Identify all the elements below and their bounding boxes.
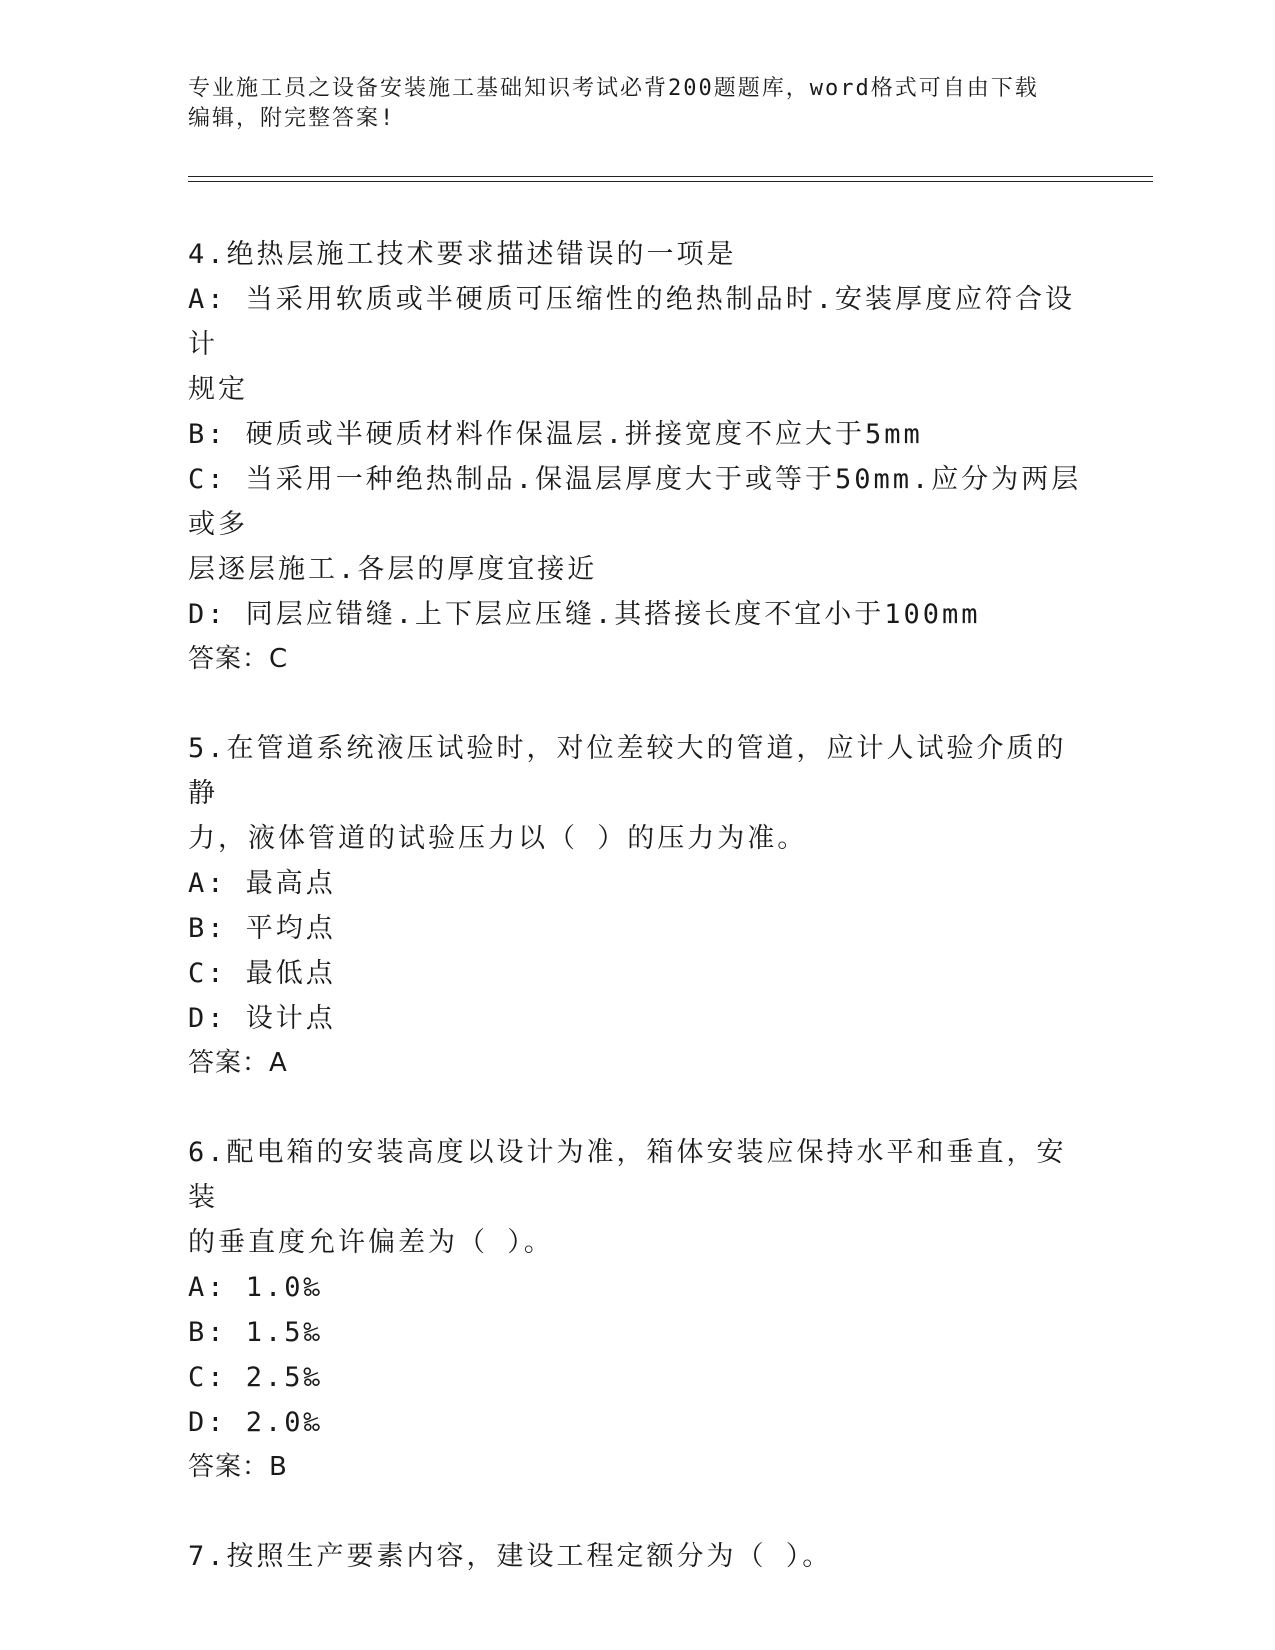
option-d: D: 2.0‰ bbox=[188, 1407, 323, 1438]
question-7 bbox=[188, 1534, 1088, 1579]
option-d: D: 同层应错缝.上下层应压缝.其搭接长度不宜小于100mm bbox=[188, 599, 981, 630]
question-stem: 4.绝热层施工技术要求描述错误的一项是 bbox=[188, 239, 737, 270]
question-stem: 7.按照生产要素内容，建设工程定额分为（ ）。 bbox=[188, 1541, 833, 1572]
option-b: B: 1.5‰ bbox=[188, 1317, 323, 1348]
document-header bbox=[188, 74, 1088, 134]
question-5 bbox=[188, 726, 1088, 1086]
header-title-line-1: 专业施工员之设备安装施工基础知识考试必背200题题库，word格式可自由下载 bbox=[188, 76, 1039, 101]
question-stem-continued: 力，液体管道的试验压力以（ ）的压力为准。 bbox=[188, 823, 808, 854]
option-c: C: 2.5‰ bbox=[188, 1362, 323, 1393]
option-a: A: 最高点 bbox=[188, 868, 336, 899]
answer-label: 答案：B bbox=[188, 1452, 288, 1482]
question-stem: 5.在管道系统液压试验时，对位差较大的管道，应计人试验介质的静 bbox=[188, 733, 1067, 809]
question-4 bbox=[188, 232, 1088, 682]
header-title-line-2: 编辑，附完整答案! bbox=[188, 106, 396, 131]
answer-label: 答案：A bbox=[188, 1048, 288, 1078]
option-a: A: 1.0‰ bbox=[188, 1272, 323, 1303]
option-b: B: 平均点 bbox=[188, 913, 336, 944]
option-a: A: 当采用软质或半硬质可压缩性的绝热制品时.安装厚度应符合设计 bbox=[188, 284, 1076, 360]
option-d: D: 设计点 bbox=[188, 1003, 336, 1034]
option-b: B: 硬质或半硬质材料作保温层.拼接宽度不应大于5mm bbox=[188, 419, 923, 450]
option-c-continued: 层逐层施工.各层的厚度宜接近 bbox=[188, 554, 598, 585]
option-c: C: 最低点 bbox=[188, 958, 336, 989]
option-a-continued: 规定 bbox=[188, 374, 248, 405]
question-stem-continued: 的垂直度允许偏差为（ ）。 bbox=[188, 1227, 554, 1258]
answer-label: 答案：C bbox=[188, 644, 289, 674]
option-c: C: 当采用一种绝热制品.保温层厚度大于或等于50mm.应分为两层或多 bbox=[188, 464, 1082, 540]
question-list bbox=[188, 232, 1088, 1623]
header-divider bbox=[188, 176, 1153, 182]
question-6 bbox=[188, 1130, 1088, 1490]
question-stem: 6.配电箱的安装高度以设计为准，箱体安装应保持水平和垂直，安装 bbox=[188, 1137, 1067, 1213]
